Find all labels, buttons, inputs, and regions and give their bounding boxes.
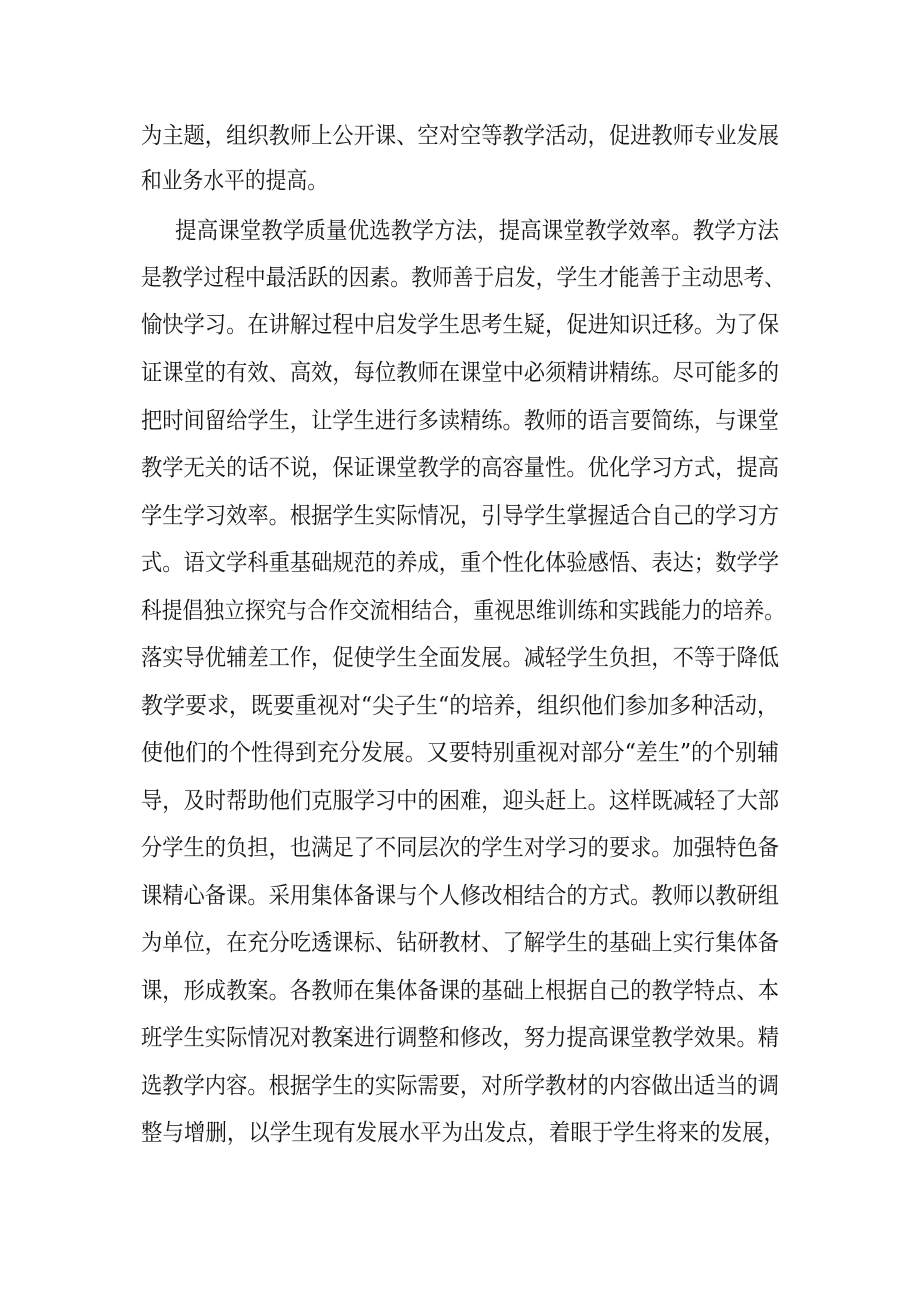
line-text: 是教学过程中最活跃的因素。教师善于启发，学生才能善于主动思考、 (141, 265, 785, 291)
line-text: 把时间留给学生，让学生进行多读精练。教师的语言要简练，与课堂 (141, 408, 779, 434)
text-line (0, 730, 920, 776)
line-text: 学生学习效率。根据学生实际情况，引导学生掌握适合自己的学习方 (141, 503, 779, 529)
text-line (0, 113, 920, 159)
line-text: 提高课堂教学质量优选教学方法，提高课堂教学效率。教学方法 (175, 218, 779, 244)
line-text: 班学生实际情况对教案进行调整和修改，努力提高课堂教学效果。精 (141, 1025, 779, 1051)
line-text: 落实导优辅差工作，促使学生全面发展。减轻学生负担，不等于降低 (141, 645, 779, 671)
line-text: 证课堂的有效、高效，每位教师在课堂中必须精讲精练。尽可能多的 (141, 360, 779, 386)
text-line (0, 778, 920, 824)
text-line (0, 873, 920, 919)
text-line (0, 968, 920, 1014)
text-line (0, 920, 920, 966)
text-line (0, 255, 920, 301)
text-line (0, 1110, 920, 1156)
text-line (0, 302, 920, 348)
line-text: 教学无关的话不说，保证课堂教学的高容量性。优化学习方式，提高 (141, 455, 779, 481)
text-line (0, 588, 920, 634)
line-text: 分学生的负担，也满足了不同层次的学生对学习的要求。加强特色备 (141, 835, 779, 861)
text-line (0, 1063, 920, 1109)
text-line (0, 350, 920, 396)
line-text: 选教学内容。根据学生的实际需要，对所学教材的内容做出适当的调 (141, 1073, 779, 1099)
text-line (0, 635, 920, 681)
text-line (0, 493, 920, 539)
text-line (0, 398, 920, 444)
text-line (0, 825, 920, 871)
line-text: 为主题，组织教师上公开课、空对空等教学活动，促进教师专业发展 (141, 123, 779, 149)
line-text: 使他们的个性得到充分发展。又要特别重视对部分“差生”的个别辅 (141, 740, 779, 766)
line-text: 课，形成教案。各教师在集体备课的基础上根据自己的教学特点、本 (141, 978, 779, 1004)
text-line (0, 158, 920, 204)
line-text: 为单位，在充分吃透课标、钻研教材、了解学生的基础上实行集体备 (141, 930, 779, 956)
text-line (0, 540, 920, 586)
line-text: 科提倡独立探究与合作交流相结合，重视思维训练和实践能力的培养。 (141, 598, 785, 624)
line-text: 和业务水平的提高。 (141, 168, 328, 194)
line-text: 导，及时帮助他们克服学习中的困难，迎头赶上。这样既减轻了大部 (141, 788, 779, 814)
text-line (0, 683, 920, 729)
text-line (0, 1015, 920, 1061)
line-text: 愉快学习。在讲解过程中启发学生思考生疑，促进知识迁移。为了保 (141, 312, 779, 338)
line-text: 整与增删，以学生现有发展水平为出发点，着眼于学生将来的发展， (141, 1120, 785, 1146)
text-line (0, 445, 920, 491)
text-line (0, 208, 920, 254)
line-text: 式。语文学科重基础规范的养成，重个性化体验感悟、表达；数学学 (141, 550, 779, 576)
line-text: 教学要求，既要重视对“尖子生“的培养，组织他们参加多种活动， (141, 693, 779, 719)
line-text: 课精心备课。采用集体备课与个人修改相结合的方式。教师以教研组 (141, 883, 779, 909)
